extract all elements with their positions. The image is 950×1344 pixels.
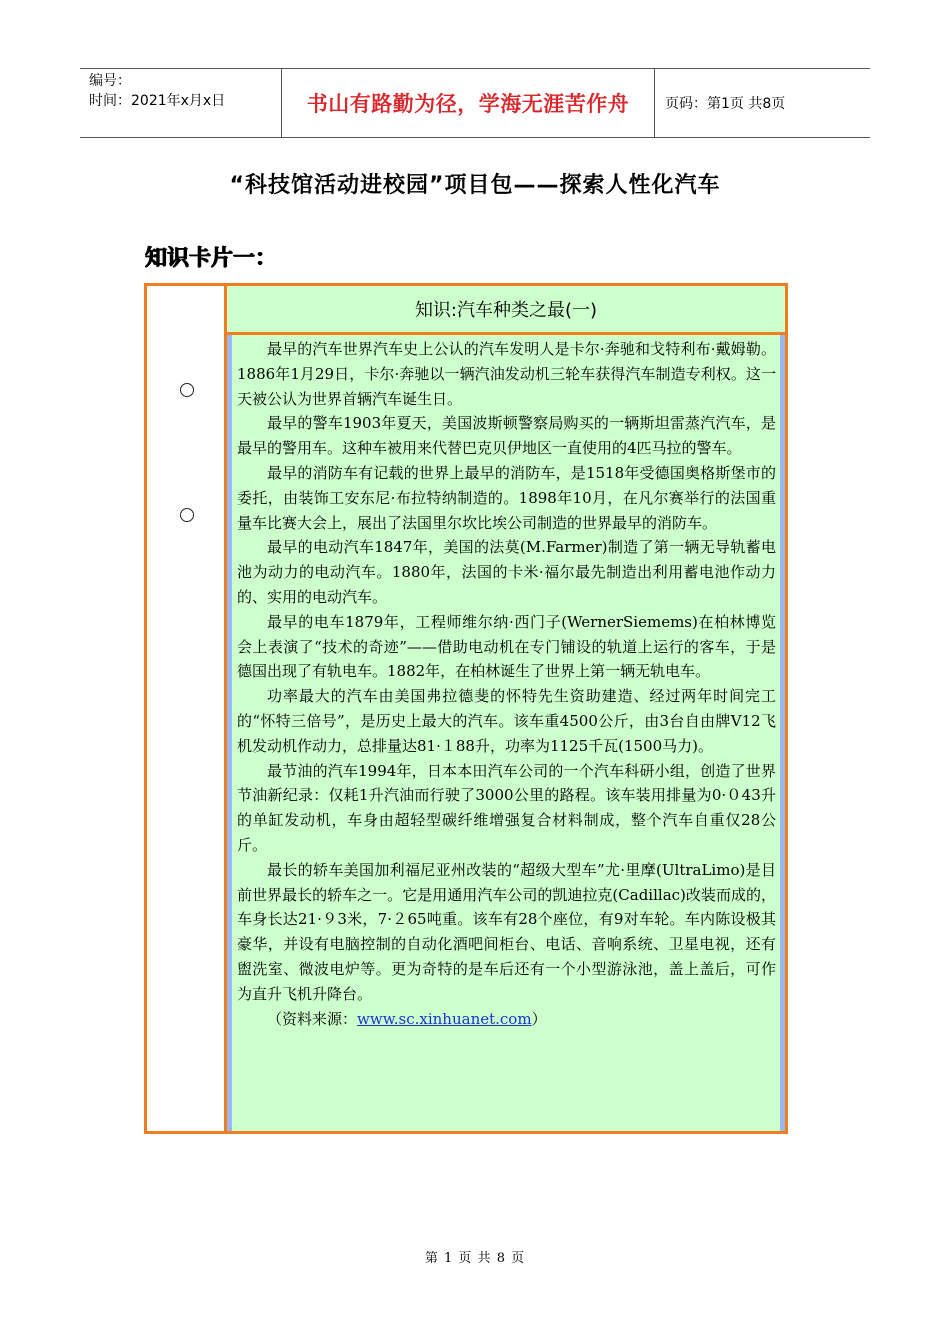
circle-icon (180, 508, 194, 522)
page-footer: 第 1 页 共 8 页 (424, 1251, 526, 1266)
paragraph-earliest-police-car: 最早的警车1903年夏天，美国波斯顿警察局购买的一辆斯坦雷蒸汽汽车，是最早的警用车。这种车被用来代替巴克贝伊地区一直使用的4匹马拉的警车。 (237, 414, 776, 458)
card-content-column (227, 286, 785, 1131)
card-side-column (147, 286, 227, 1131)
document-title: “科技馆活动进校园”项目包——探索人性化汽车 (229, 173, 721, 198)
page-info: 页码：第1页 共8页 (665, 96, 786, 112)
paragraph-earliest-electric-car: 最早的电动汽车1847年，美国的法莫(M.Farmer)制造了第一辆无导轨蓄电池为动力的电动汽车。1880年，法国的卡米·福尔最先制造出利用蓄电池作动力的、实用的电动汽车。 (237, 538, 776, 606)
source-prefix: （资料来源： (267, 1009, 358, 1028)
paragraph-longest-limousine: 最长的轿车美国加利福尼亚州改装的“超级大型车”尤·里摩(UltraLimo)是目前世界最长的轿车之一。它是用通用汽车公司的凯迪拉克(Cadillac)改装而成的，车身长达21·９3米，7·２65吨重。该车有28个座位，有9对车轮。车内陈设极其豪华，并设有电脑控制的自动化酒吧间柜台、电话、音响系统、卫星电视，还有盥洗室、微波电炉等。更为奇特的是车后还有一个小型游泳池，盖上盖后，可作为直升飞机升降台。 (237, 860, 776, 1003)
circle-icon (180, 383, 194, 397)
paragraph-most-powerful-car: 功率最大的汽车由美国弗拉德斐的怀特先生资助建造、经过两年时间完工的“怀特三倍号”，是历史上最大的汽车。该车重4500公斤，由3台自由牌V12飞机发动机作动力，总排量达81·１88升，功率为1125千瓦(1500马力)。 (237, 687, 776, 755)
source-suffix: ） (531, 1009, 547, 1028)
header-meta-cell (80, 69, 282, 137)
paragraph-earliest-car: 最早的汽车世界汽车史上公认的汽车发明人是卡尔·奔驰和戈特利布·戴姆勒。1886年1月29日，卡尔·奔驰以一辆汽油发动机三轮车获得汽车制造专利权。这一天被公认为世界首辆汽车诞生日。 (237, 340, 776, 408)
motto: 书山有路勤为径，学海无涯苦作舟 (282, 69, 655, 137)
knowledge-card (144, 283, 788, 1134)
paragraph-most-fuel-efficient-car: 最节油的汽车1994年，日本本田汽车公司的一个汽车科研小组，创造了世界节油新纪录：仅耗1升汽油而行驶了3000公里的路程。该车装用排量为0·０43升的单缸发动机，车身由超轻型碳纤维增强复合材料制成，整个汽车自重仅28公斤。 (237, 761, 776, 854)
card-body (227, 335, 785, 1131)
paragraph-earliest-fire-truck: 最早的消防车有记载的世界上最早的消防车，是1518年受德国奥格斯堡市的委托，由装饰工安东尼·布拉特纳制造的。1898年10月，在凡尔赛举行的法国重量车比赛大会上，展出了法国里尔坎比埃公司制造的世界最早的消防车。 (237, 463, 776, 532)
header-table (80, 68, 870, 138)
number-label: 编号： (89, 73, 131, 89)
card-title: 知识:汽车种类之最(一) (227, 286, 785, 335)
card-heading: 知识卡片一： (145, 246, 278, 271)
source-line (237, 1007, 776, 1032)
source-link[interactable]: www.sc.xinhuanet.com (357, 1009, 532, 1028)
time-label: 时间：2021年x月x日 (89, 93, 226, 109)
paragraph-earliest-tram: 最早的电车1879年，工程师维尔纳·西门子(WernerSiemems)在柏林博览会上表演了“技术的奇迹”——借助电动机在专门铺设的轨道上运行的客车，于是德国出现了有轨电车。1882年，在柏林诞生了世界上第一辆无轨电车。 (237, 612, 776, 681)
